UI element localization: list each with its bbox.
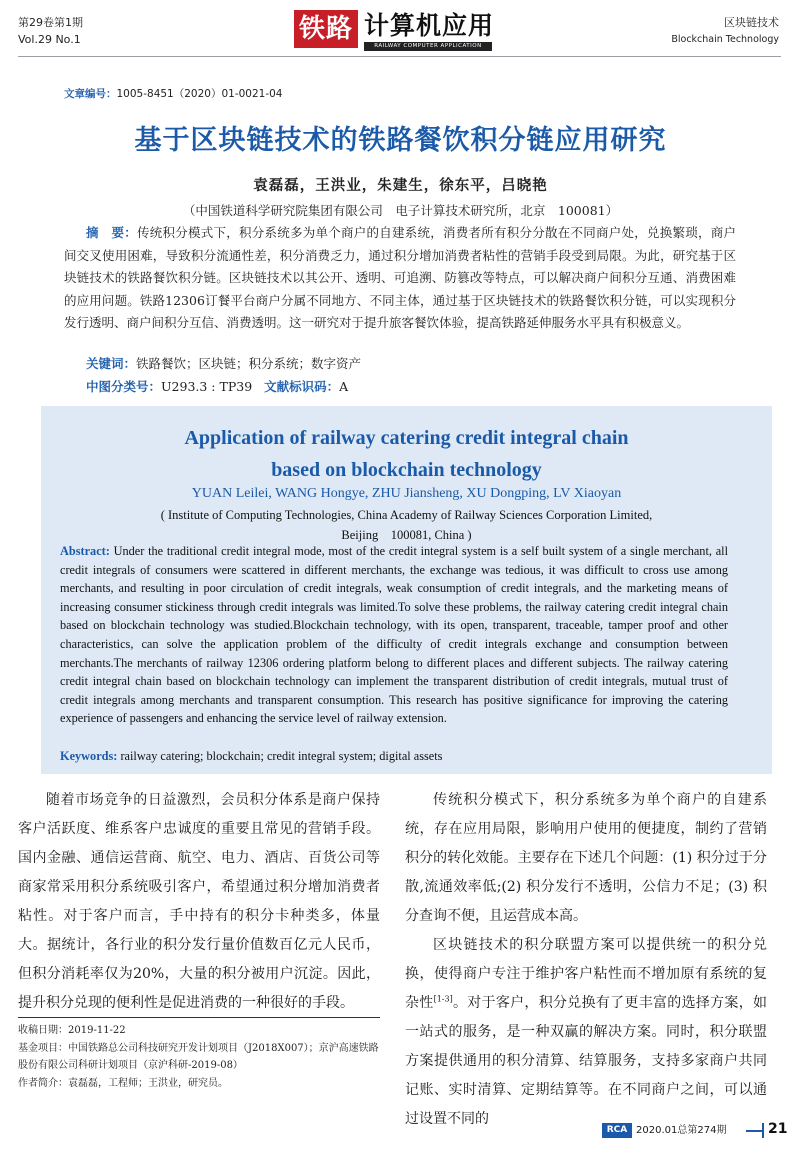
- page-number: 21: [768, 1121, 788, 1137]
- page-bar-icon: [762, 1123, 764, 1138]
- footnote-divider: [18, 1017, 380, 1018]
- authors-cn: 袁磊磊，王洪业，朱建生，徐东平，吕晓艳: [253, 177, 548, 194]
- abstract-cn-text: 传统积分模式下，积分系统多为单个商户的自建系统，消费者所有积分分散在不同商户处，兑换繁琐，商户间交叉使用困难，导致积分流通性差，积分消费乏力，通过积分增加消费者粘性的营销手段受到局限。为此，研究基于区块链技术的铁路餐饮积分链。区块链技术以其公开、透明、可追溯、防篡改等特点，可以解决商户间积分互通、消费困难的应用问题。铁路12306订餐平台商户分属不同地方、不同主体，通过基于区块链技术的铁路餐饮积分链，可以实现积分发行透明、商户间积分互信、消费透明。这一研究对于提升旅客餐饮体验，提高铁路延伸服务水平具有积极意义。: [64, 225, 736, 330]
- article-number-label: 文章编号：: [64, 88, 117, 100]
- issue-cn: 第29卷第1期: [18, 16, 83, 29]
- article-number: [64, 86, 282, 101]
- footnotes: [18, 1022, 388, 1092]
- body-right-column: [405, 786, 767, 1134]
- abstract-en: [60, 542, 728, 728]
- abstract-cn: [64, 222, 736, 335]
- keywords-en-text: railway catering; blockchain; credit integral system; digital assets: [117, 749, 443, 763]
- doc-code-value: A: [339, 379, 349, 394]
- header-divider: [18, 56, 781, 57]
- clc-value: U293.3 : TP39: [161, 379, 253, 394]
- body-left-paragraph: 随着市场竞争的日益激烈，会员积分体系是商户保持客户活跃度、维系客户忠诚度的重要且常见的营销手段。国内金融、通信运营商、航空、电力、酒店、百货公司等商家常采用积分系统吸引客户，希望通过积分增加消费者粘性。对于客户而言，手中持有的积分卡种类多，体量大。据统计，各行业的积分发行量价值数百亿元人民币，但积分消耗率仅为20%，大量的积分被用户沉淀。因此，提升积分兑现的便利性是促进消费的一种很好的手段。: [18, 792, 380, 1011]
- column-info: [671, 14, 779, 48]
- paper-title-en-line1: Application of railway catering credit integral chain: [184, 427, 629, 449]
- doc-code-label: 文献标识码：: [264, 379, 340, 394]
- keywords-cn-text: 铁路餐饮；区块链；积分系统；数字资产: [136, 356, 362, 371]
- article-number-value: 1005-8451（2020）01-0021-04: [116, 88, 283, 100]
- journal-logo: [294, 10, 504, 54]
- abstract-cn-label: 摘 要：: [86, 225, 137, 240]
- paper-title-en-line2: based on blockchain technology: [271, 459, 542, 481]
- page-footer: [602, 1122, 787, 1140]
- footer-issue: 2020.01总第274期: [636, 1125, 727, 1136]
- column-cn: 区块链技术: [724, 16, 779, 29]
- paper-title-en: [41, 422, 772, 486]
- affiliation-cn: （中国铁道科学研究院集团有限公司 电子计算技术研究所，北京 100081）: [182, 203, 619, 218]
- keywords-en-label: Keywords:: [60, 749, 118, 763]
- issue-info: [18, 14, 83, 48]
- paragraph-2-text-b: 。对于客户，积分兑换有了更丰富的选择方案，如一站式的服务，是一种双赢的解决方案。同时，积分联盟方案提供通用的积分清算、结算服务，支持多家商户共同记账、实时清算、定期结算等。在不同商户之间，可以通过设置不同的: [405, 995, 768, 1127]
- keywords-cn-label: 关键词：: [86, 356, 137, 371]
- keywords-en: [60, 749, 442, 764]
- abstract-en-label: Abstract:: [60, 544, 110, 558]
- clc-label: 中图分类号：: [86, 379, 162, 394]
- citation-ref[interactable]: [1-3]: [433, 994, 453, 1004]
- issue-en: Vol.29 No.1: [18, 33, 81, 46]
- abstract-en-text: Under the traditional credit integral mode, most of the credit integral system is a self built system of a single merchant, all credit integrals of consumers were scattered in different merchants, the exchange was tedious, it was difficult to cross use among merchants, and resulting in poor circulation of credit integrals, weak consumption of credit integrals, and the marketing means of increasing consumer stickiness through credit integrals was limited.To solve these problems, the railway catering credit integral chain based on blockchain technology was studied.Blockchain technology, with its open, transparent, traceable, tamper proof and other characteristics, can solve the application problem of the difficulty of credit integrals exchange and consumption between merchants.The merchants of railway 12306 ordering platform belong to different places and different subjects. The railway catering credit integral chain based on blockchain technology can implement the transparent distribution of credit integrals, mutual trust of credit integrals among merchants and transparent consumption. This research has positive significance for improving the catering experience of passengers and enhancing the service level of railway extension.: [60, 544, 728, 726]
- paragraph-2-text-a: 区块链技术的积分联盟方案可以提供统一的积分兑换，使得商户专注于维护客户粘性而不增加原有系统的复杂性: [405, 937, 767, 1011]
- page-arrow-icon: [746, 1130, 762, 1132]
- keywords-cn: [86, 354, 361, 372]
- authors-en: YUAN Leilei, WANG Hongye, ZHU Jiansheng, XU Dongping, LV Xiaoyan: [191, 486, 622, 501]
- footnote-author: 作者简介：袁磊磊，工程师；王洪业，研究员。: [18, 1077, 228, 1089]
- journal-name-cn: 计算机应用: [364, 11, 495, 40]
- affiliation-en-line1: ( Institute of Computing Technologies, China Academy of Railway Sciences Corporation Limited,: [160, 508, 653, 522]
- body-right-paragraph-2: [405, 931, 767, 1134]
- english-abstract-box: [41, 406, 772, 774]
- footnote-fund: 基金项目：中国铁路总公司科技研究开发计划项目（J2018X007）；京沪高速铁路股份有限公司科研计划项目（京沪科研-2019-08）: [18, 1042, 379, 1071]
- journal-name-en: RAILWAY COMPUTER APPLICATION: [364, 42, 492, 51]
- footnote-received: 收稿日期：2019-11-22: [18, 1025, 126, 1036]
- journal-logo-mark: 铁路: [294, 10, 358, 48]
- rca-badge: RCA: [602, 1123, 632, 1138]
- affiliation-en: [41, 505, 772, 545]
- body-right-paragraph-1: 传统积分模式下，积分系统多为单个商户的自建系统，存在应用局限，影响用户使用的便捷度，制约了营销积分的转化效能。主要存在下述几个问题：(1) 积分过于分散,流通效率低;(2) 积分发行不透明，公信力不足；(3) 积分查询不便，且运营成本高。: [405, 792, 767, 924]
- column-en: Blockchain Technology: [671, 34, 779, 45]
- affiliation-en-line2: Beijing 100081, China ): [341, 528, 472, 542]
- classification-line: [86, 377, 348, 395]
- paper-title-cn: 基于区块链技术的铁路餐饮积分链应用研究: [134, 125, 667, 156]
